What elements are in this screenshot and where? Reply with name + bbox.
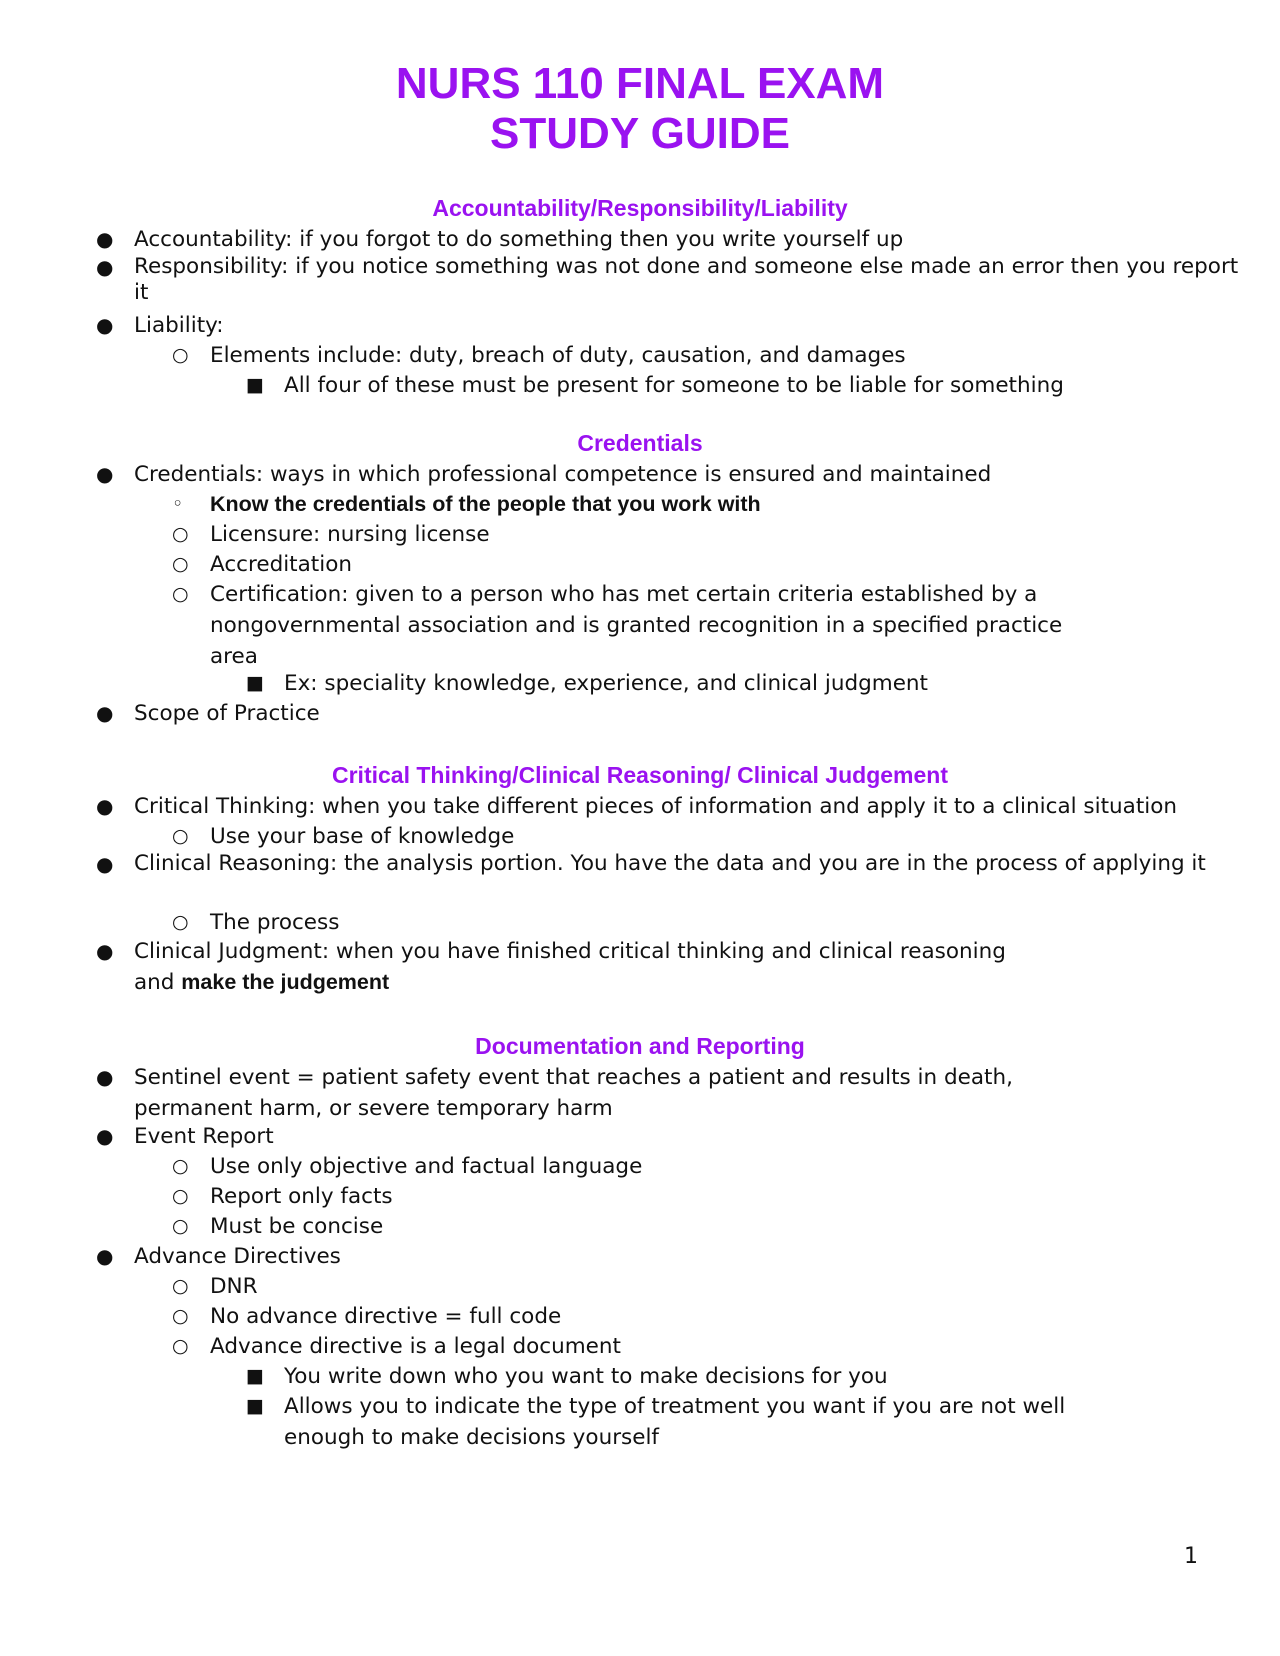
document-title-line-1: NURS 110 FINAL EXAM	[395, 59, 885, 108]
bullet-hollow-icon: ○	[172, 1275, 189, 1297]
list-item	[246, 1361, 1146, 1392]
list-item	[172, 489, 1172, 520]
bullet-hollow-icon: ○	[172, 583, 189, 605]
list-item-plain-text: and	[134, 970, 182, 995]
section-heading-critical-thinking: Critical Thinking/Clinical Reasoning/ Clinical Judgement	[332, 762, 948, 788]
list-item	[172, 907, 1172, 938]
document-title-line-2: STUDY GUIDE	[490, 109, 790, 158]
list-item	[172, 549, 1172, 580]
list-item	[96, 698, 1256, 729]
bullet-hollow-icon: ○	[172, 523, 189, 545]
list-item-text: Use only objective and factual language	[210, 1154, 643, 1179]
section-heading-accountability: Accountability/Responsibility/Liability	[432, 195, 848, 221]
list-item	[246, 1391, 1106, 1453]
list-item-text: Accreditation	[210, 552, 352, 577]
list-item	[172, 1301, 1172, 1332]
section-heading-documentation: Documentation and Reporting	[475, 1033, 805, 1059]
list-item-text: Report only facts	[210, 1184, 393, 1209]
bullet-hollow-icon: ○	[172, 553, 189, 575]
bullet-filled-icon: ●	[96, 701, 114, 725]
bullet-filled-icon: ●	[96, 1124, 114, 1148]
list-item-text: Credentials: ways in which professional competence is ensured and maintained	[134, 462, 992, 487]
bullet-hollow-icon: ○	[172, 825, 189, 847]
list-item-text: Ex: speciality knowledge, experience, and clinical judgment	[284, 671, 928, 696]
list-item	[172, 1211, 1172, 1242]
list-item-text: Use your base of knowledge	[210, 824, 515, 849]
bullet-filled-icon: ●	[96, 1065, 114, 1089]
list-item	[172, 1181, 1172, 1212]
bullet-filled-icon: ●	[96, 1244, 114, 1268]
list-item-text: Allows you to indicate the type of treatment you want if you are not well enough to make decisions yourself	[284, 1394, 1066, 1450]
list-item-text: The process	[210, 910, 340, 935]
bullet-hollow-icon: ○	[172, 1155, 189, 1177]
list-item	[172, 821, 1172, 852]
bullet-square-icon: ■	[246, 672, 264, 694]
list-item-text-continued	[134, 967, 1256, 998]
list-item	[96, 224, 1256, 255]
list-item-text: You write down who you want to make decisions for you	[284, 1364, 888, 1389]
list-item-text: Certification: given to a person who has met certain criteria established by a nongovernmental association and is granted recognition in a specified practice area	[210, 582, 1063, 669]
list-item-text: Clinical Reasoning: the analysis portion. You have the data and you are in the process of applying it	[134, 851, 1206, 876]
list-item	[96, 791, 1256, 822]
list-item	[96, 254, 1256, 306]
list-item-text: Advance directive is a legal document	[210, 1334, 621, 1359]
bullet-filled-icon: ●	[96, 313, 114, 337]
list-item	[172, 579, 1092, 672]
list-item	[96, 1121, 1256, 1152]
list-item-text: Must be concise	[210, 1214, 384, 1239]
list-item	[172, 1271, 1172, 1302]
list-item	[96, 936, 1256, 998]
list-item-text: Clinical Judgment: when you have finished critical thinking and clinical reasoning	[134, 939, 1006, 964]
bullet-filled-icon: ●	[96, 227, 114, 251]
list-item-text: Accountability: if you forgot to do something then you write yourself up	[134, 227, 904, 252]
bullet-square-icon: ■	[246, 374, 264, 396]
list-item	[172, 340, 1172, 371]
list-item-bold-text: make the judgement	[181, 970, 390, 994]
list-item	[96, 1062, 1096, 1124]
list-item	[246, 668, 1146, 699]
bullet-hollow-icon: ○	[172, 1185, 189, 1207]
list-item-text: Know the credentials of the people that you work with	[210, 492, 761, 516]
bullet-hollow-icon: ○	[172, 1305, 189, 1327]
list-item-text: DNR	[210, 1274, 258, 1299]
section-heading-credentials: Credentials	[577, 430, 703, 456]
list-item	[96, 1241, 1256, 1272]
list-item-text: Liability:	[134, 313, 224, 338]
bullet-filled-icon: ●	[96, 852, 114, 876]
list-item-text: No advance directive = full code	[210, 1304, 562, 1329]
bullet-small-circle-icon: ◦	[172, 493, 184, 515]
list-item	[96, 310, 1256, 341]
list-item-text: Responsibility: if you notice something was not done and someone else made an error then you report it	[134, 254, 1239, 305]
list-item-text: Critical Thinking: when you take different pieces of information and apply it to a clinical situation	[134, 794, 1178, 819]
list-item-text: Sentinel event = patient safety event that reaches a patient and results in death, permanent harm, or severe temporary harm	[134, 1065, 1013, 1121]
bullet-filled-icon: ●	[96, 462, 114, 486]
list-item	[96, 851, 1216, 877]
list-item-text: Scope of Practice	[134, 701, 320, 726]
list-item-text: All four of these must be present for someone to be liable for something	[284, 373, 1064, 398]
bullet-hollow-icon: ○	[172, 911, 189, 933]
list-item	[96, 459, 1256, 490]
bullet-hollow-icon: ○	[172, 1335, 189, 1357]
bullet-filled-icon: ●	[96, 255, 114, 279]
list-item-text: Licensure: nursing license	[210, 522, 490, 547]
list-item-text: Elements include: duty, breach of duty, causation, and damages	[210, 343, 906, 368]
bullet-hollow-icon: ○	[172, 1215, 189, 1237]
list-item	[172, 1151, 1172, 1182]
page-number: 1	[1184, 1544, 1198, 1569]
bullet-square-icon: ■	[246, 1395, 264, 1417]
bullet-filled-icon: ●	[96, 939, 114, 963]
list-item-text: Advance Directives	[134, 1244, 341, 1269]
list-item-text: Event Report	[134, 1124, 274, 1149]
list-item	[246, 370, 1146, 401]
list-item	[172, 1331, 1172, 1362]
bullet-hollow-icon: ○	[172, 344, 189, 366]
list-item	[172, 519, 1172, 550]
bullet-filled-icon: ●	[96, 794, 114, 818]
bullet-square-icon: ■	[246, 1365, 264, 1387]
